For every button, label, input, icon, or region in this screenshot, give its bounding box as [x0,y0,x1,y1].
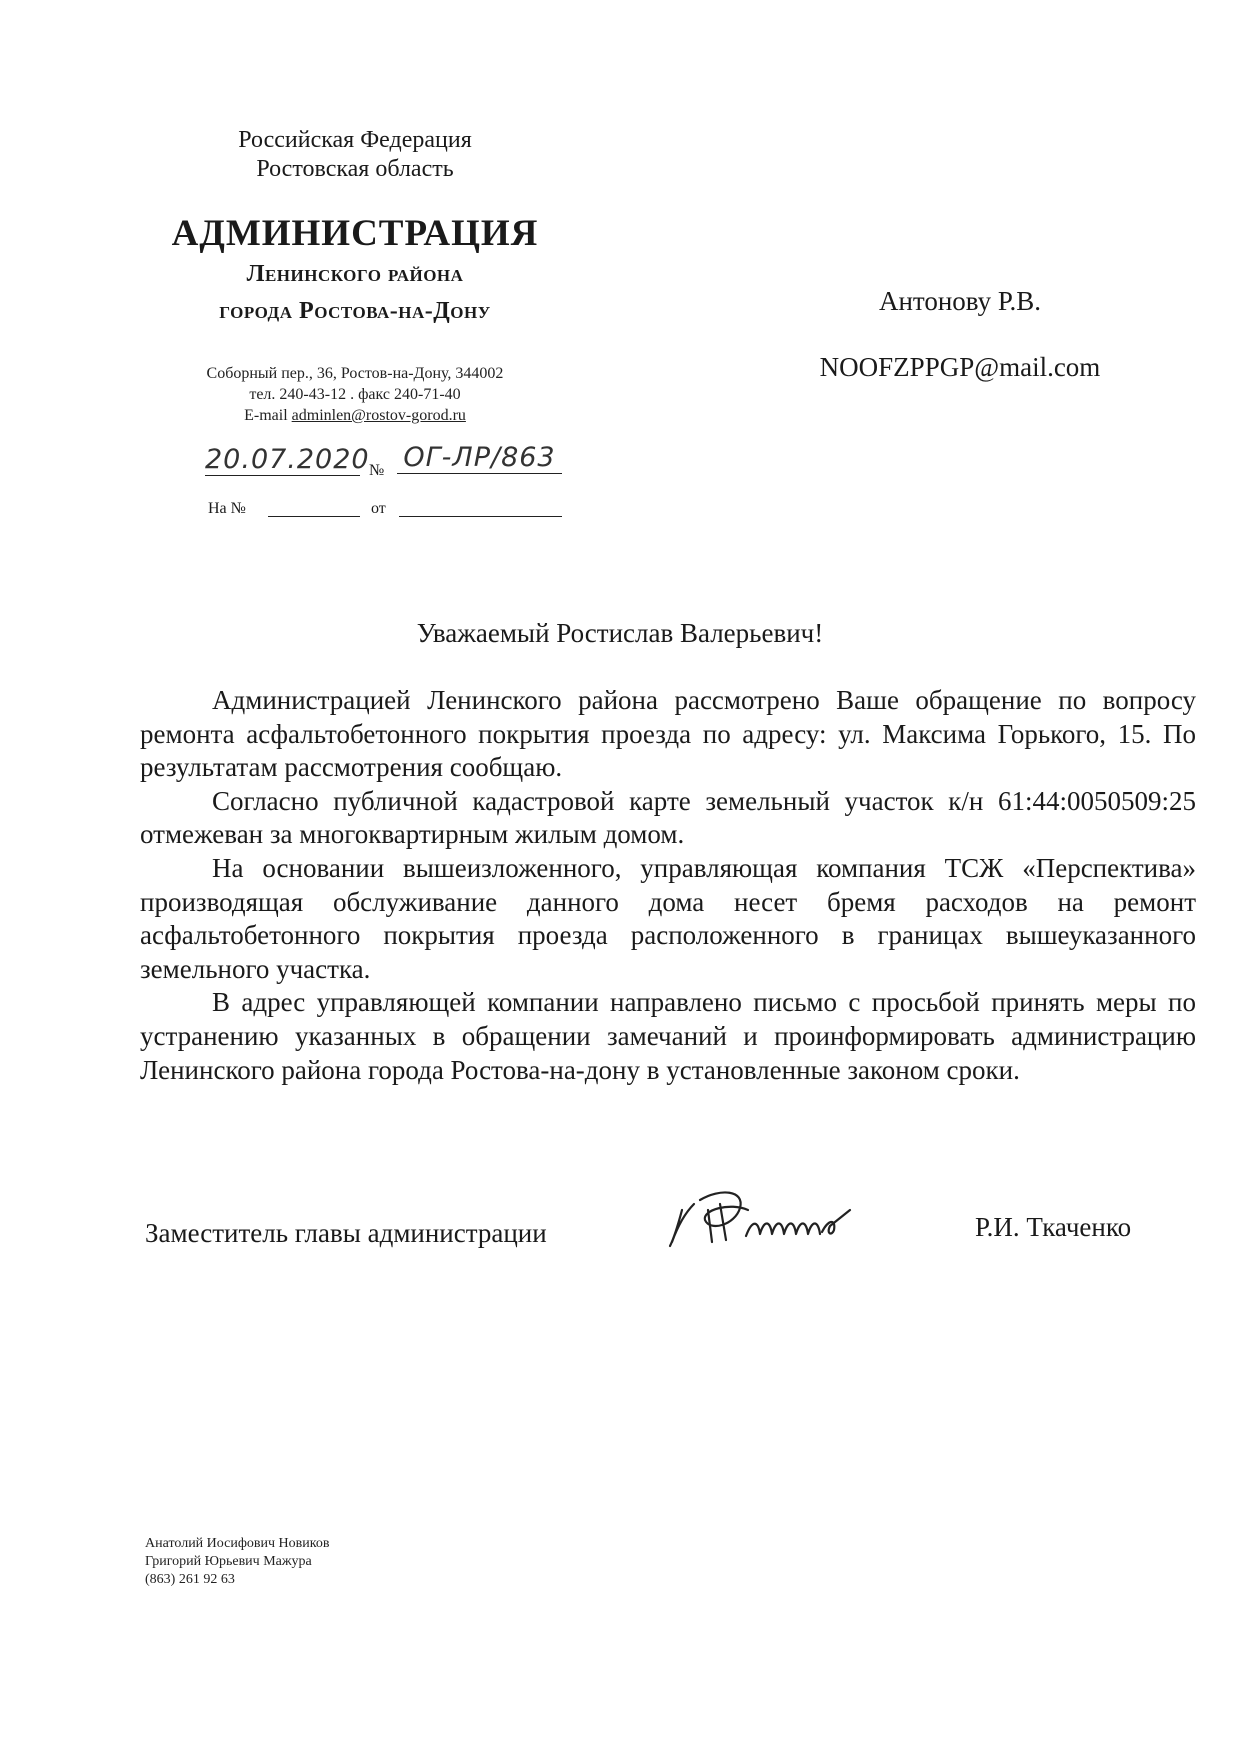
letter-body [140,684,1196,1087]
phone-fax-line: тел. 240-43-12 . факс 240-71-40 [249,386,461,403]
recipient-name: Антонову Р.В. [878,286,1042,316]
letterhead-contacts [145,363,565,426]
email-line [145,405,565,426]
number-sign: № [369,462,385,479]
executor-1: Анатолий Иосифович Новиков [145,1536,330,1551]
executor-2: Григорий Юрьевич Мажура [145,1554,312,1569]
email-label: E-mail [244,407,292,424]
letterhead-district-line2: города Ростова-на-Дону [219,298,491,324]
paragraph-4: В адрес управляющей компании направлено письмо с просьбой принять меры по устранению указанных в обращении замечаний и проинформировать администрацию Ленинского района города Ростова-на-дону в установленные законом сроки. [140,987,1196,1085]
ref-date-blank [399,498,562,517]
paragraph-3: На основании вышеизложенного, управляющая компания ТСЖ «Перспектива» производящая обслуживание данного дома несет бремя расходов на ремонт асфальтобетонного покрытия проезда расположенного в границах вышеуказанного земельного участка. [140,852,1196,984]
paragraph-2: Согласно публичной кадастровой карте земельный участок к/н 61:44:0050509:25 отмежеван за многоквартирным жилым домом. [140,785,1196,850]
ref-from-label: от [371,500,386,517]
paragraph-1: Администрацией Ленинского района рассмотрено Ваше обращение по вопросу ремонта асфальтобетонного покрытия проезда по адресу: ул. Максима Горького, 15. По результатам рассмотрения сообщаю. [140,685,1196,783]
region-line: Ростовская область [256,156,454,182]
signatory-name: Р.И. Ткаченко [975,1212,1132,1242]
registration-number: ОГ-ЛР/863 [397,442,562,474]
handwritten-signature [660,1180,885,1260]
country-line: Российская Федерация [238,127,472,153]
address-line: Соборный пер., 36, Ростов-на-Дону, 344002 [206,365,504,382]
ref-number-blank [268,498,360,517]
executors-block [145,1535,329,1589]
signatory-position: Заместитель главы администрации [145,1218,547,1248]
letterhead-title: АДМИНИСТРАЦИЯ [171,213,539,254]
email-link[interactable]: adminlen@rostov-gorod.ru [291,407,466,424]
salutation: Уважаемый Ростислав Валерьевич! [416,618,824,648]
registration-date: 20.07.2020 [205,444,370,475]
ref-number-label: На № [208,500,246,517]
letterhead-district-line1: Ленинского района [246,261,464,287]
recipient-email: NOOFZPPGP@mail.com [819,352,1101,382]
executor-phone: (863) 261 92 63 [145,1572,235,1587]
